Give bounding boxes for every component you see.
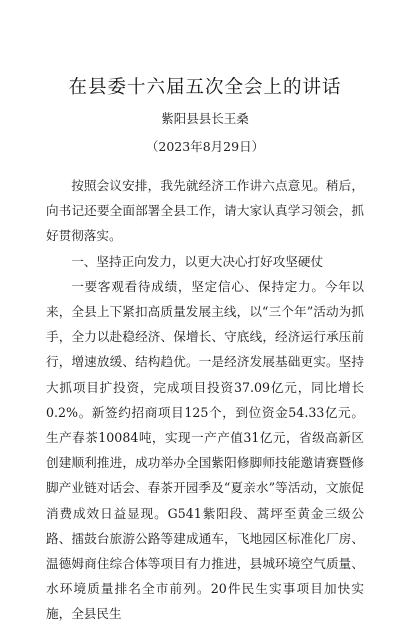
intro-paragraph: 按照会议安排，我先就经济工作讲六点意见。稍后，向书记还要全面部署全县工作，请大家认真学习领会，抓好贯彻落实。	[46, 178, 364, 244]
document-author: 紫阳县县长王桑	[161, 111, 249, 126]
document-title: 在县委十六届五次全会上的讲话	[68, 77, 342, 98]
section-heading: 一、坚持正向发力，以更大决心打好攻坚硬仗	[71, 253, 324, 269]
document-date: （2023年8月29日）	[145, 139, 265, 154]
document-body	[46, 173, 364, 627]
body-paragraph: 一要客观看待成绩，坚定信心、保持定力。今年以来，全县上下紧扣高质量发展主线，以“三个年”活动为抓手，全力以赴稳经济、保增长、守底线，经济运行承压前行，增速放缓、结构趋优。一是经济发展基础更实。坚持大抓项目扩投资，完成项目投资37.09亿元，同比增长0.2%。新签约招商项目125个，到位资金54.33亿元。生产春茶10084吨，实现一产产值31亿元，省级高新区创建顺利推进，成功举办全国紫阳修脚师技能邀请赛暨修脚产业链对话会、春茶开园季及“夏亲水”等活动，文旅促消费成效日益显现。G541紫阳段、蒿坪至黄金三级公路、擂鼓台旅游公路等建成通车，飞地园区标准化厂房、温德姆商住综合体等项目有力推进，县城环境空气质量、水环境质量排名全市前列。20件民生实事项目加快实施，全县民生	[46, 278, 364, 622]
